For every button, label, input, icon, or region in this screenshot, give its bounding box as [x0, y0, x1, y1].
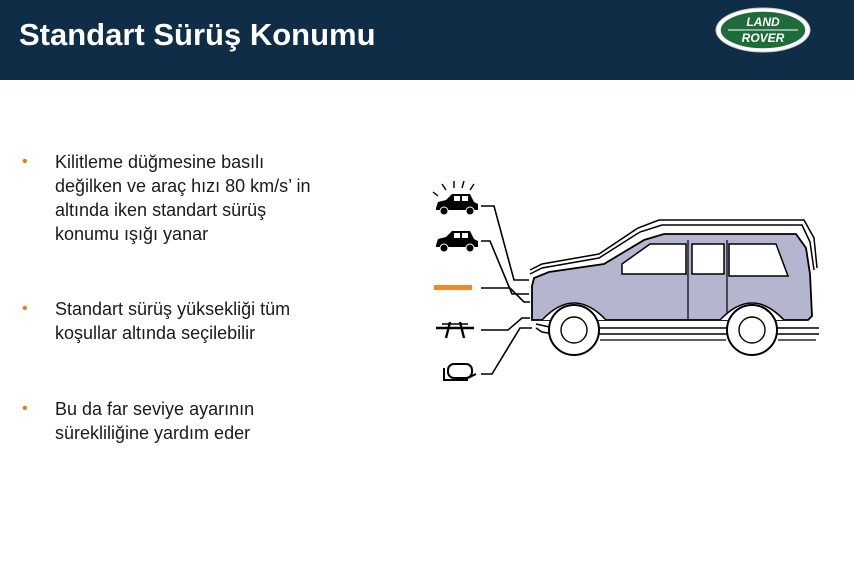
- crawl-height-flashing-car-icon: [433, 181, 478, 215]
- bullet-line: Kilitleme düğmesine basılı: [55, 152, 265, 172]
- bullet-line: koşullar altında seçilebilir: [55, 323, 256, 343]
- bullet-line: Standart sürüş yüksekliği tüm: [55, 299, 291, 319]
- page-title: Standart Sürüş Konumu: [19, 17, 376, 52]
- bullet-text: [55, 297, 385, 345]
- bullet-dot: •: [22, 300, 28, 317]
- standard-height-indicator-bar-icon: [434, 285, 472, 290]
- bullet-line: Bu da far seviye ayarının: [55, 399, 255, 419]
- header-bar: [0, 0, 854, 80]
- logo-line2: ROVER: [741, 31, 785, 45]
- bullet-line: değilken ve araç hızı 80 km/s’ in: [55, 176, 311, 196]
- logo-line1: LAND: [746, 15, 780, 29]
- bullet-line: altında iken standart sürüş: [55, 200, 267, 220]
- bullet-dot: •: [22, 400, 28, 417]
- land-rover-logo: [714, 6, 812, 54]
- leader-lines: [481, 206, 532, 374]
- bullet-line: konumu ışığı yanar: [55, 224, 209, 244]
- bullet-text: [55, 150, 385, 246]
- ride-height-diagram: [424, 178, 824, 408]
- motorway-height-icon: [436, 322, 474, 338]
- vehicle-icon: [532, 234, 816, 355]
- access-height-icon: [444, 364, 476, 380]
- bullet-dot: •: [22, 153, 28, 170]
- off-road-height-car-icon: [436, 231, 478, 252]
- bullet-line: sürekliliğine yardım eder: [55, 423, 251, 443]
- bullet-text: [55, 397, 385, 445]
